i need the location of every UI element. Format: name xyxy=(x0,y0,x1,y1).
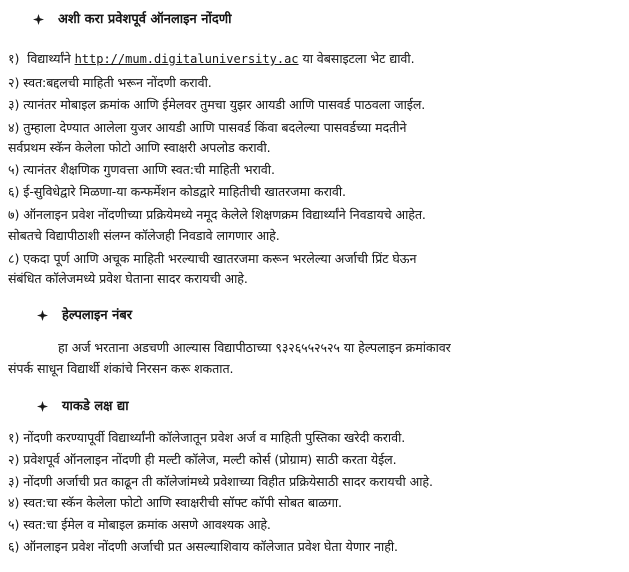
list-item: ६) ई-सुविधेद्वारे मिळणा-या कन्फर्मेशन कोडद्वारे माहितीची खातरजमा करावी. xyxy=(8,184,346,199)
list-item: २) प्रवेशपूर्व ऑनलाइन नोंदणी ही मल्टी कॉलेज, मल्टी कोर्स (प्रोग्राम) साठी करता येईल. xyxy=(8,452,397,467)
section-heading-helpline xyxy=(37,309,132,322)
list-item: २) स्वत:बद्दलची माहिती भरून नोंदणी करावी. xyxy=(8,75,212,90)
bullet-diamond-icon xyxy=(33,14,44,25)
university-website-link[interactable]: http://mum.digitaluniversity.ac xyxy=(74,52,299,66)
paragraph-line: हा अर्ज भरताना अडचणी आल्यास विद्यापीठाच्या ९३२६५५२५२५ या हेल्पलाइन क्रमांकावर xyxy=(58,340,451,355)
list-item: ६) ऑनलाइन प्रवेश नोंदणी अर्जाची प्रत असल्याशिवाय कॉलेजात प्रवेश घेता येणार नाही. xyxy=(8,539,398,554)
list-item-continuation: सर्वप्रथम स्कॅन केलेला फोटो आणि स्वाक्षरी अपलोड करावी. xyxy=(8,140,271,155)
heading-text: याकडे लक्ष द्या xyxy=(62,399,129,414)
list-item-continuation: संबंधित कॉलेजमध्ये प्रवेश घेताना सादर करायची आहे. xyxy=(8,271,248,286)
list-item: ३) त्यानंतर मोबाइल क्रमांक आणि ईमेलवर तुमचा युझर आयडी आणि पासवर्ड पाठवला जाईल. xyxy=(8,97,426,112)
bullet-diamond-icon xyxy=(37,401,48,412)
heading-text: हेल्पलाइन नंबर xyxy=(62,308,133,323)
list-item: ३) नोंदणी अर्जाची प्रत काढून ती कॉलेजांमध्ये प्रवेशाच्या विहीत प्रक्रियेसाठी सादर करायची आहे. xyxy=(8,474,433,489)
list-item: ४) तुम्हाला देण्यात आलेला युजर आयडी आणि पासवर्ड किंवा बदलेल्या पासवर्डच्या मदतीने xyxy=(8,120,407,135)
list-item: ५) स्वत:चा ईमेल व मोबाइल क्रमांक असणे आवश्यक आहे. xyxy=(8,517,271,532)
bullet-diamond-icon xyxy=(37,310,48,321)
list-item: ५) त्यानंतर शैक्षणिक गुणवत्ता आणि स्वत:ची माहिती भरावी. xyxy=(8,162,275,177)
list-item: ८) एकदा पूर्ण आणि अचूक माहिती भरल्याची खातरजमा करून भरलेल्या अर्जाची प्रिंट घेऊन xyxy=(8,251,417,266)
list-item: ४) स्वत:चा स्कॅन केलेला फोटो आणि स्वाक्षरीची सॉफ्ट कॉपी सोबत बाळगा. xyxy=(8,495,342,510)
list-item: १) नोंदणी करण्यापूर्वी विद्यार्थ्यांनी कॉलेजातून प्रवेश अर्ज व माहिती पुस्तिका खरेदी करावी. xyxy=(8,430,406,445)
heading-text: अशी करा प्रवेशपूर्व ऑनलाइन नोंदणी xyxy=(58,12,232,27)
list-item-continuation: सोबतचे विद्यापीठाशी संलग्न कॉलेजही निवडावे लागणार आहे. xyxy=(8,228,280,243)
paragraph-line: संपर्क साधून विद्यार्थी शंकांचे निरसन करू शकतात. xyxy=(8,361,234,376)
section-heading-attention xyxy=(37,400,129,413)
list-item: १) विद्यार्थ्यांने http://mum.digitaluniversity.ac या वेबसाइटला भेट द्यावी. xyxy=(8,51,415,66)
list-item: ७) ऑनलाइन प्रवेश नोंदणीच्या प्रक्रियेमध्ये नमूद केलेले शिक्षणक्रम विद्यार्थ्यांने निवडायचे आहेत. xyxy=(8,207,426,222)
section-heading-registration xyxy=(33,13,232,26)
